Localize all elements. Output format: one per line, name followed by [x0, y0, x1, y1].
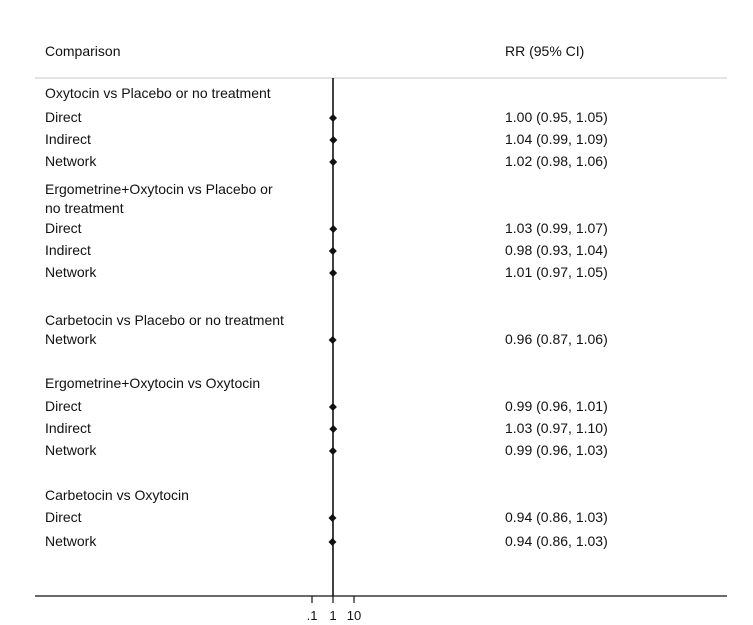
row-label: Network — [45, 331, 97, 347]
row-label: Network — [45, 264, 97, 280]
row-estimate-text: 0.94 (0.86, 1.03) — [505, 533, 608, 549]
row-estimate-text: 0.94 (0.86, 1.03) — [505, 509, 608, 525]
rows-layer — [45, 85, 608, 549]
row-estimate-text: 0.99 (0.96, 1.03) — [505, 442, 608, 458]
row-label: Direct — [45, 509, 82, 525]
group-title: Ergometrine+Oxytocin vs Oxytocin — [45, 375, 261, 391]
row-label: Direct — [45, 220, 82, 236]
row-label: Network — [45, 533, 97, 549]
row-estimate-text: 0.96 (0.87, 1.06) — [505, 331, 608, 347]
group-title: Ergometrine+Oxytocin vs Placebo or — [45, 181, 273, 197]
row-estimate-text: 1.01 (0.97, 1.05) — [505, 264, 608, 280]
header-comparison: Comparison — [45, 43, 121, 59]
x-tick-label: 1 — [329, 608, 337, 623]
group-title: Carbetocin vs Oxytocin — [45, 487, 189, 503]
row-label: Direct — [45, 109, 82, 125]
row-estimate-text: 1.03 (0.97, 1.10) — [505, 420, 608, 436]
row-estimate-text: 0.98 (0.93, 1.04) — [505, 242, 608, 258]
row-label: Indirect — [45, 242, 91, 258]
row-estimate-text: 1.00 (0.95, 1.05) — [505, 109, 608, 125]
row-label: Network — [45, 442, 97, 458]
group-title-continued: no treatment — [45, 200, 124, 216]
row-label: Network — [45, 153, 97, 169]
row-label: Indirect — [45, 420, 91, 436]
group-title: Oxytocin vs Placebo or no treatment — [45, 85, 271, 101]
row-estimate-text: 1.04 (0.99, 1.09) — [505, 131, 608, 147]
x-tick-label: 10 — [346, 608, 362, 623]
row-estimate-text: 1.03 (0.99, 1.07) — [505, 220, 608, 236]
row-label: Direct — [45, 398, 82, 414]
group-title: Carbetocin vs Placebo or no treatment — [45, 312, 284, 328]
row-estimate-text: 0.99 (0.96, 1.01) — [505, 398, 608, 414]
row-label: Indirect — [45, 131, 91, 147]
row-estimate-text: 1.02 (0.98, 1.06) — [505, 153, 608, 169]
x-tick-label: .1 — [306, 608, 318, 623]
header-rr-ci: RR (95% CI) — [505, 43, 585, 59]
x-axis-ticks — [307, 596, 362, 623]
